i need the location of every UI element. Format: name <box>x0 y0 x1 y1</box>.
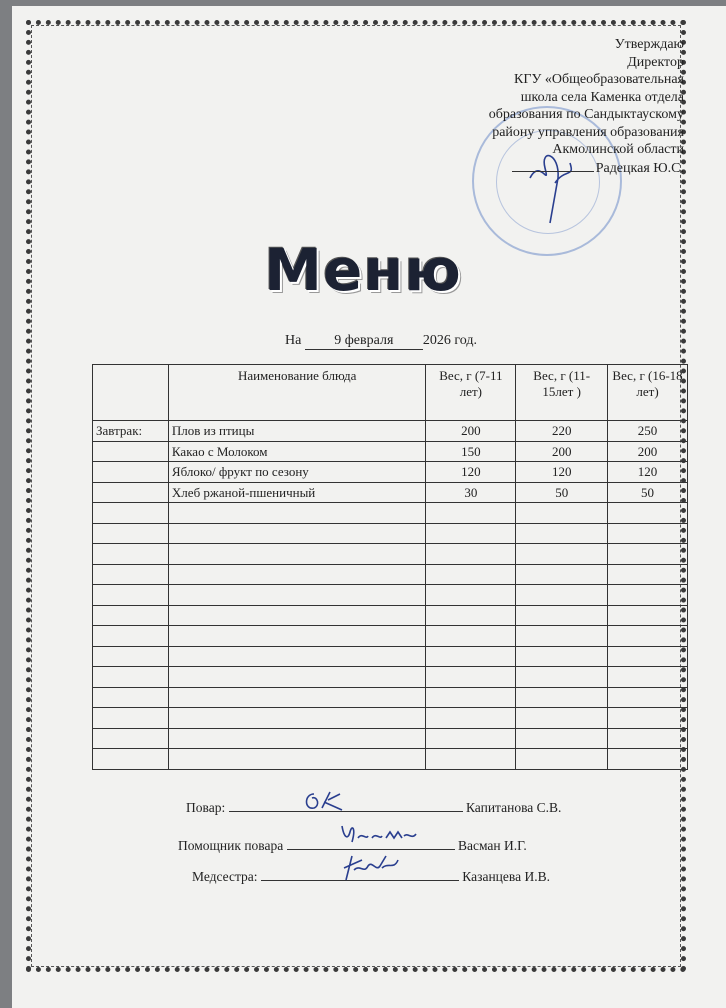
empty-cell <box>608 626 688 647</box>
cook-name: Капитанова С.В. <box>465 800 562 815</box>
empty-row <box>93 646 688 667</box>
empty-cell <box>608 503 688 524</box>
empty-row <box>93 523 688 544</box>
empty-cell <box>93 523 169 544</box>
header-weight-16-18: Вес, г (16-18 лет) <box>608 365 688 421</box>
dish-name: Плов из птицы <box>168 421 426 442</box>
page-title: Меню <box>264 236 462 304</box>
dish-weight: 120 <box>516 462 608 483</box>
dish-weight: 200 <box>516 441 608 462</box>
approval-line-2: Директор <box>627 54 684 70</box>
empty-cell <box>93 667 169 688</box>
date-line <box>285 333 477 350</box>
header-weight-11-15: Вес, г (11-15лет ) <box>516 365 608 421</box>
empty-cell <box>168 749 426 770</box>
assistant-label: Помощник повара <box>178 838 284 853</box>
dish-weight: 250 <box>608 421 688 442</box>
meal-cell <box>93 462 169 483</box>
empty-cell <box>608 749 688 770</box>
empty-cell <box>516 564 608 585</box>
dish-weight: 220 <box>516 421 608 442</box>
date-value: 9 февраля <box>305 333 423 350</box>
empty-cell <box>516 544 608 565</box>
dish-weight: 150 <box>426 441 516 462</box>
approval-line-3: КГУ «Общеобразовательная <box>514 72 684 87</box>
empty-cell <box>426 728 516 749</box>
empty-cell <box>516 523 608 544</box>
empty-cell <box>93 605 169 626</box>
empty-cell <box>168 646 426 667</box>
empty-cell <box>608 708 688 729</box>
approval-line-6: району управления образования <box>492 124 684 140</box>
empty-cell <box>516 667 608 688</box>
empty-row <box>93 708 688 729</box>
dish-weight: 30 <box>426 482 516 503</box>
table-row <box>93 421 688 442</box>
empty-cell <box>93 585 169 606</box>
empty-cell <box>426 523 516 544</box>
empty-cell <box>516 646 608 667</box>
empty-cell <box>608 523 688 544</box>
empty-cell <box>426 626 516 647</box>
empty-cell <box>168 544 426 565</box>
approval-block <box>489 36 684 177</box>
meal-label: Завтрак: <box>93 421 169 442</box>
empty-cell <box>168 728 426 749</box>
empty-cell <box>608 646 688 667</box>
empty-cell <box>516 687 608 708</box>
approval-line-7: Акмолинской области <box>552 142 684 157</box>
header-name: Наименование блюда <box>168 365 426 421</box>
empty-cell <box>426 564 516 585</box>
empty-cell <box>93 503 169 524</box>
empty-cell <box>426 544 516 565</box>
empty-cell <box>168 687 426 708</box>
date-prefix: На <box>285 333 302 348</box>
table-header-row <box>93 365 688 421</box>
empty-cell <box>93 708 169 729</box>
empty-cell <box>608 585 688 606</box>
empty-cell <box>168 503 426 524</box>
date-suffix: 2026 год. <box>422 333 477 348</box>
table-row <box>93 462 688 483</box>
assistant-signature <box>338 818 420 850</box>
dish-name: Яблоко/ фрукт по сезону <box>168 462 426 483</box>
empty-cell <box>608 605 688 626</box>
empty-cell <box>426 687 516 708</box>
nurse-signature <box>340 850 402 884</box>
approval-line-5: образования по Сандыктаускому <box>488 107 684 122</box>
dish-name: Какао с Молоком <box>168 441 426 462</box>
approval-line-1: Утверждаю <box>614 37 684 52</box>
meal-cell <box>93 441 169 462</box>
empty-rows <box>93 503 688 770</box>
approval-signer: Радецкая Ю.С. <box>595 160 684 176</box>
cook-label: Повар: <box>186 800 226 815</box>
empty-cell <box>426 605 516 626</box>
empty-cell <box>608 564 688 585</box>
empty-cell <box>93 687 169 708</box>
empty-cell <box>426 503 516 524</box>
empty-cell <box>608 728 688 749</box>
empty-row <box>93 626 688 647</box>
signature-line <box>512 159 594 172</box>
empty-cell <box>426 585 516 606</box>
meal-cell <box>93 482 169 503</box>
empty-cell <box>93 646 169 667</box>
empty-row <box>93 667 688 688</box>
header-meal <box>93 365 169 421</box>
empty-cell <box>426 749 516 770</box>
assistant-name: Васман И.Г. <box>457 838 527 853</box>
empty-cell <box>516 605 608 626</box>
cook-signature-row <box>186 797 561 816</box>
empty-cell <box>516 728 608 749</box>
table-row <box>93 441 688 462</box>
empty-cell <box>168 667 426 688</box>
empty-row <box>93 585 688 606</box>
empty-cell <box>516 626 608 647</box>
empty-cell <box>516 503 608 524</box>
empty-cell <box>93 626 169 647</box>
empty-cell <box>93 544 169 565</box>
empty-cell <box>168 708 426 729</box>
dish-weight: 50 <box>516 482 608 503</box>
empty-cell <box>516 749 608 770</box>
empty-cell <box>426 646 516 667</box>
approval-line-4: школа села Каменка отдела <box>520 89 684 105</box>
empty-row <box>93 749 688 770</box>
approval-signer-row <box>489 159 684 178</box>
dish-name: Хлеб ржаной-пшеничный <box>168 482 426 503</box>
table-row <box>93 482 688 503</box>
empty-row <box>93 605 688 626</box>
empty-cell <box>608 544 688 565</box>
empty-cell <box>516 708 608 729</box>
header-weight-7-11: Вес, г (7-11 лет) <box>426 365 516 421</box>
empty-cell <box>168 605 426 626</box>
nurse-label: Медсестра: <box>192 869 258 884</box>
nurse-name: Казанцева И.В. <box>462 869 550 884</box>
empty-cell <box>168 585 426 606</box>
dish-weight: 120 <box>426 462 516 483</box>
empty-row <box>93 687 688 708</box>
dish-weight: 200 <box>426 421 516 442</box>
dish-weight: 200 <box>608 441 688 462</box>
empty-cell <box>168 564 426 585</box>
empty-cell <box>608 667 688 688</box>
empty-cell <box>168 523 426 544</box>
empty-cell <box>426 667 516 688</box>
empty-cell <box>426 708 516 729</box>
empty-cell <box>608 687 688 708</box>
empty-cell <box>168 626 426 647</box>
empty-cell <box>516 585 608 606</box>
menu-table <box>92 364 688 770</box>
empty-row <box>93 503 688 524</box>
dish-weight: 120 <box>608 462 688 483</box>
empty-row <box>93 564 688 585</box>
empty-cell <box>93 749 169 770</box>
empty-cell <box>93 728 169 749</box>
cook-signature <box>302 788 352 816</box>
dish-weight: 50 <box>608 482 688 503</box>
empty-row <box>93 544 688 565</box>
empty-row <box>93 728 688 749</box>
empty-cell <box>93 564 169 585</box>
